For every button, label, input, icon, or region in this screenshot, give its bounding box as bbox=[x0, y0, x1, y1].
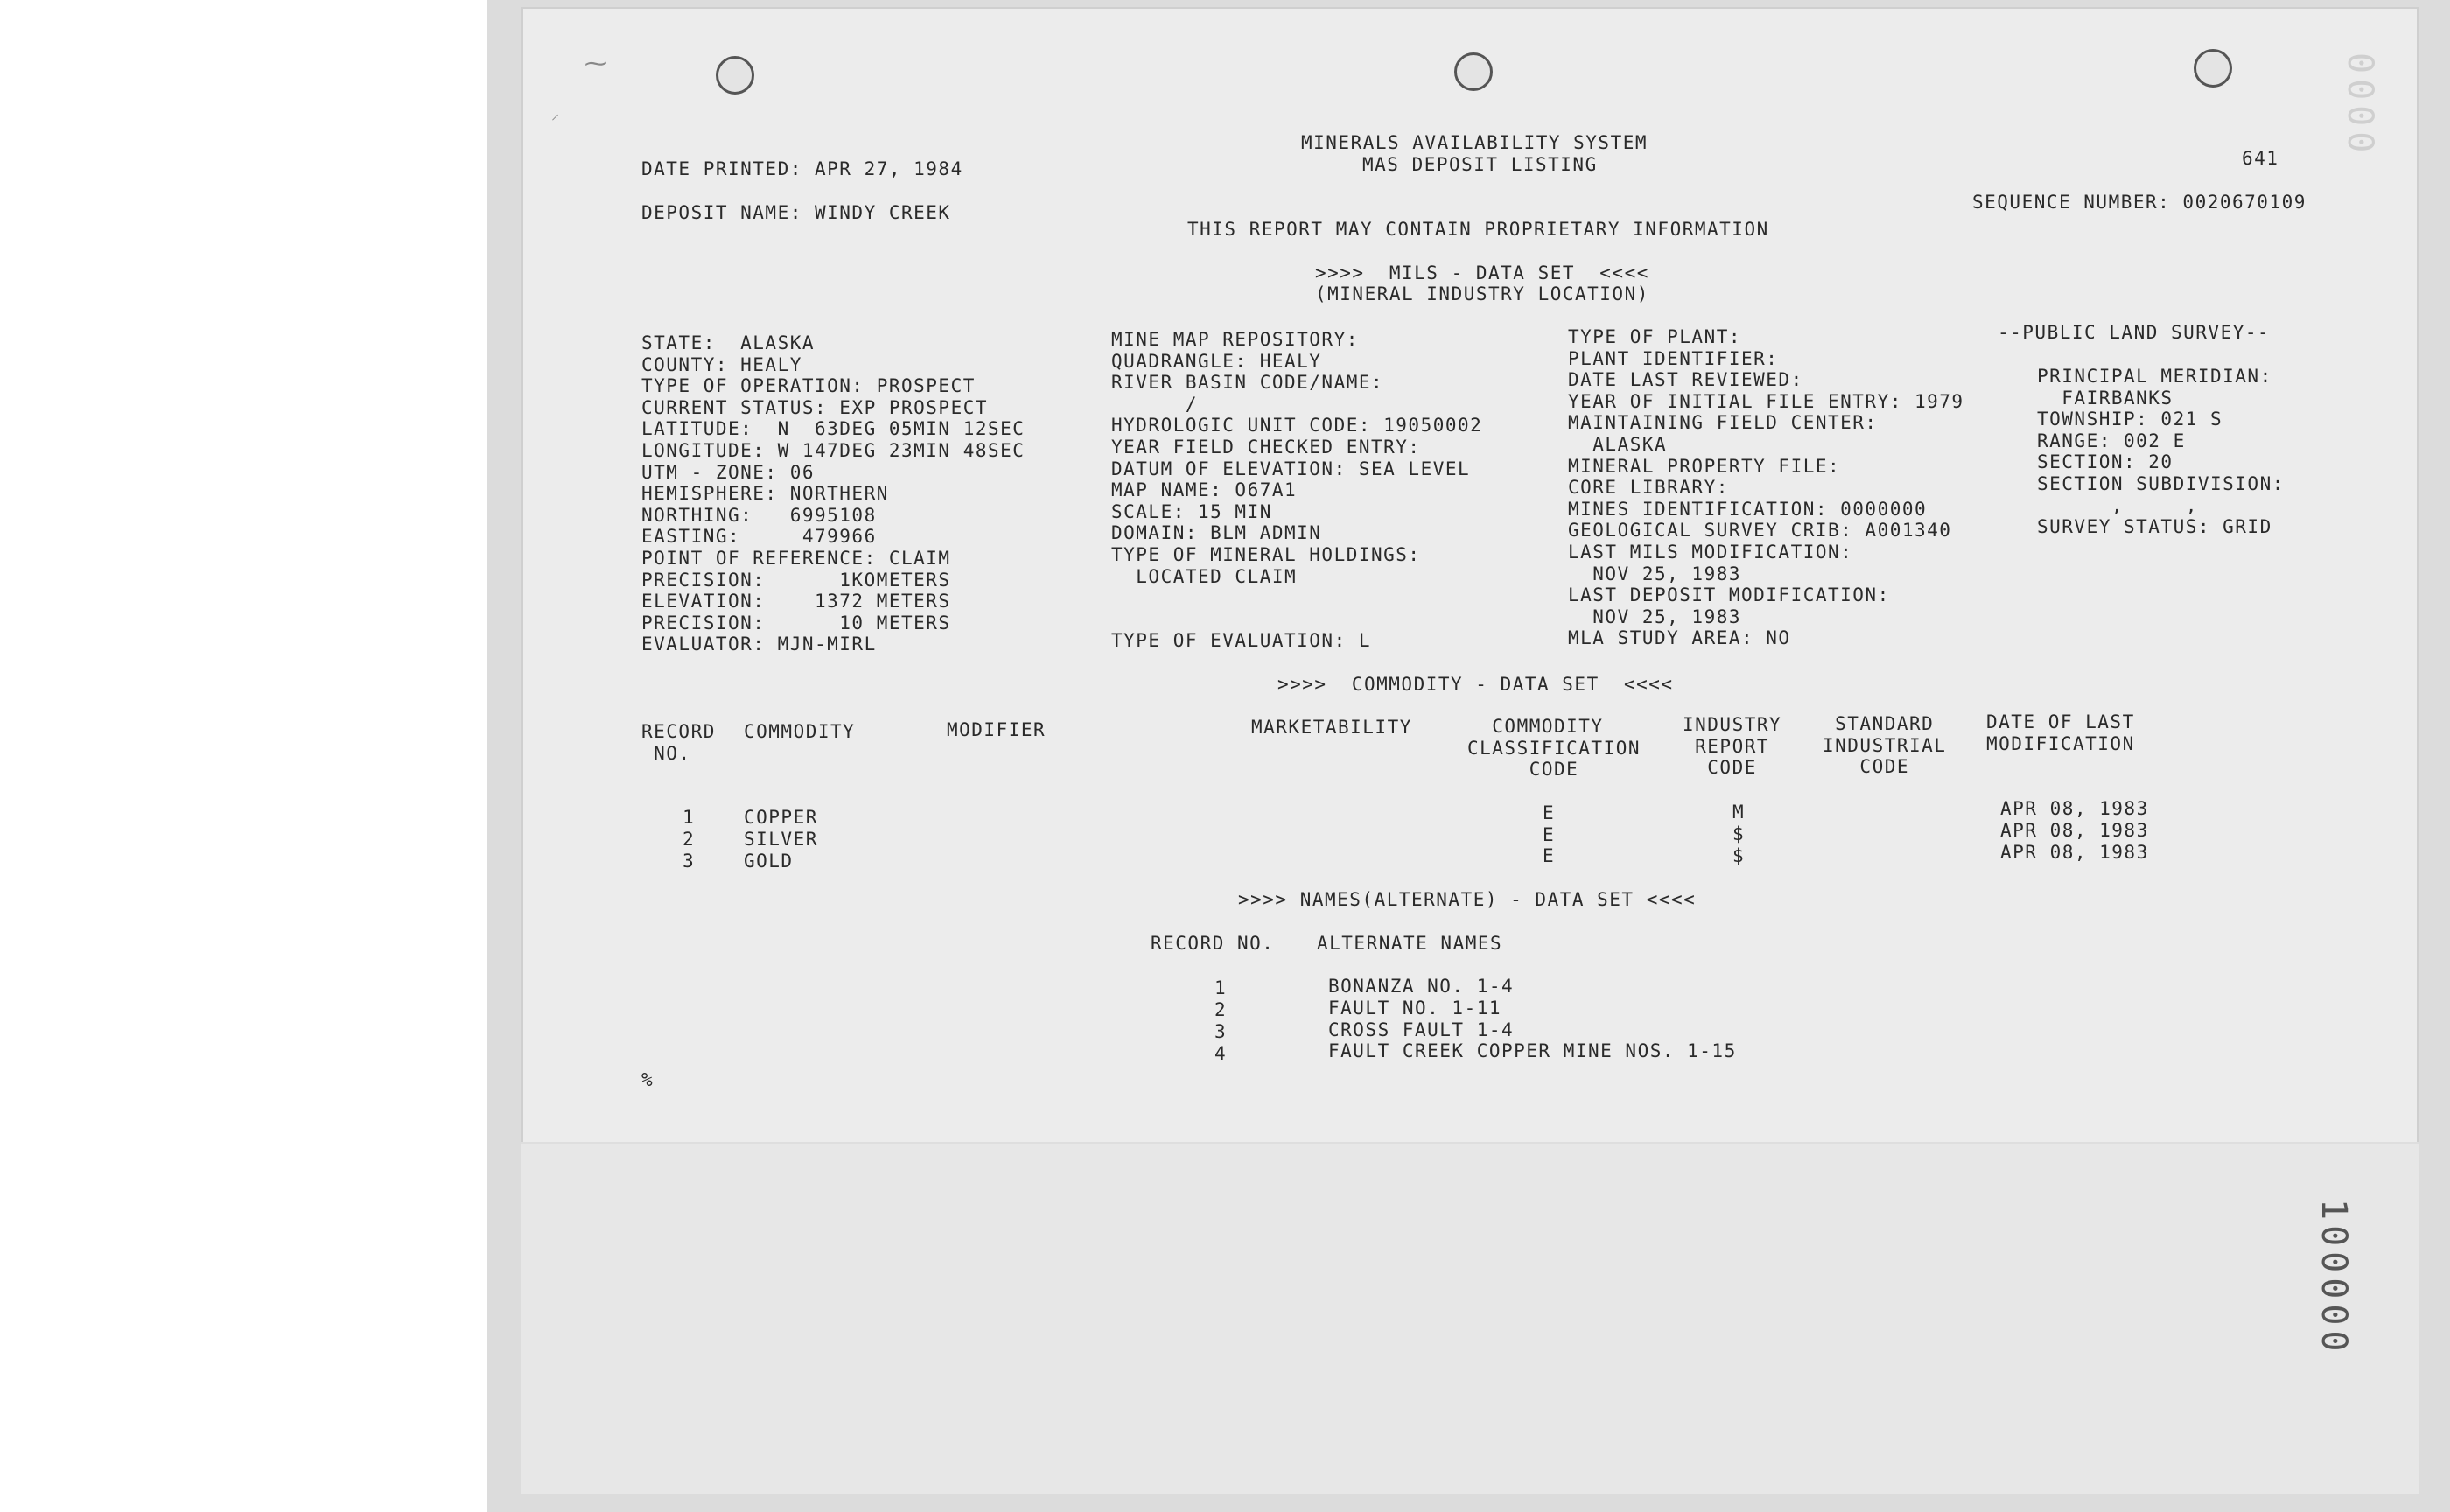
col-header-record-no: RECORD NO. bbox=[641, 721, 716, 764]
alternate-name: FAULT NO. 1-11 bbox=[1328, 998, 1502, 1018]
col-header-alternate-names: ALTERNATE NAMES bbox=[1317, 933, 1503, 954]
mils-field-line: MLA STUDY AREA: NO bbox=[1568, 627, 1791, 649]
mils-field-line: MINERAL PROPERTY FILE: bbox=[1568, 455, 1841, 477]
proprietary-notice: THIS REPORT MAY CONTAIN PROPRIETARY INFORMATION bbox=[1187, 219, 1769, 240]
mils-field-line: NORTHING: 6995108 bbox=[641, 504, 877, 526]
paper-lower-fold bbox=[522, 1142, 2418, 1494]
alternate-name: CROSS FAULT 1-4 bbox=[1328, 1019, 1515, 1040]
page-stamp-number: 100000 bbox=[2314, 1199, 2354, 1357]
end-marker: % bbox=[641, 1069, 654, 1090]
mils-field-line: HEMISPHERE: NORTHERN bbox=[641, 483, 889, 505]
land-survey-field-line: SECTION SUBDIVISION: bbox=[2037, 472, 2285, 494]
land-survey-field-line: SECTION: 20 bbox=[2037, 452, 2174, 473]
mils-field-line: ALASKA bbox=[1568, 433, 1668, 455]
mils-field-line: LOCATED CLAIM bbox=[1111, 565, 1298, 587]
col-header-industry-report-code: INDUSTRY REPORT CODE bbox=[1683, 714, 1782, 779]
sequence-number: SEQUENCE NUMBER: 0020670109 bbox=[1972, 192, 2306, 213]
public-land-survey-title: --PUBLIC LAND SURVEY-- bbox=[1998, 322, 2271, 343]
mils-field-line: TYPE OF PLANT: bbox=[1568, 326, 1742, 347]
smudge-mark-small: ⸝ bbox=[551, 105, 559, 123]
land-survey-field-line: SURVEY STATUS: GRID bbox=[2037, 516, 2272, 538]
mils-field-line: EASTING: 479966 bbox=[641, 526, 877, 548]
mils-field-line: MINES IDENTIFICATION: 0000000 bbox=[1568, 498, 1928, 520]
industry-report-code: $ bbox=[1732, 845, 1746, 866]
record-no: 2 bbox=[682, 829, 696, 850]
mils-field-line: NOV 25, 1983 bbox=[1568, 563, 1742, 584]
mils-field-line: UTM - ZONE: 06 bbox=[641, 461, 816, 483]
mils-field-line: CORE LIBRARY: bbox=[1568, 477, 1729, 499]
mils-field-line: MAP NAME: O67A1 bbox=[1111, 480, 1298, 501]
mils-field-line: NOV 25, 1983 bbox=[1568, 606, 1742, 627]
names-heading: >>>> NAMES(ALTERNATE) - DATA SET <<<< bbox=[1238, 889, 1697, 910]
col-header-classification-code: COMMODITY CLASSIFICATION CODE bbox=[1467, 716, 1642, 780]
punch-hole-right bbox=[2194, 49, 2232, 88]
modification-date: APR 08, 1983 bbox=[2000, 842, 2149, 863]
mils-field-line: PRECISION: 10 METERS bbox=[641, 612, 951, 634]
modification-date: APR 08, 1983 bbox=[2000, 798, 2149, 819]
col-header-modifier: MODIFIER bbox=[947, 719, 1046, 740]
record-no: 4 bbox=[1214, 1043, 1228, 1064]
land-survey-field-line: FAIRBANKS bbox=[2037, 387, 2174, 409]
col-header-commodity: COMMODITY bbox=[744, 721, 856, 742]
mils-field-line: YEAR OF INITIAL FILE ENTRY: 1979 bbox=[1568, 390, 1964, 412]
mils-field-line: PRECISION: 1KOMETERS bbox=[641, 569, 951, 591]
mils-field-line: GEOLOGICAL SURVEY CRIB: A001340 bbox=[1568, 520, 1952, 542]
mils-field-line: POINT OF REFERENCE: CLAIM bbox=[641, 547, 951, 569]
punch-hole-left bbox=[716, 56, 754, 94]
mils-field-line: COUNTY: HEALY bbox=[641, 354, 802, 375]
mils-field-line: LAST DEPOSIT MODIFICATION: bbox=[1568, 584, 1890, 606]
punch-hole-center bbox=[1454, 52, 1493, 91]
land-survey-field-line: PRINCIPAL MERIDIAN: bbox=[2037, 366, 2272, 387]
mils-map-column bbox=[1111, 329, 1482, 652]
mils-field-line bbox=[1111, 609, 1482, 631]
mils-location-column bbox=[641, 332, 1025, 655]
commodity-name: SILVER bbox=[744, 829, 818, 850]
col-header-record-no: RECORD NO. bbox=[1151, 933, 1275, 954]
mils-field-line: LAST MILS MODIFICATION: bbox=[1568, 541, 1853, 563]
commodity-heading: >>>> COMMODITY - DATA SET <<<< bbox=[1278, 674, 1674, 695]
col-header-marketability: MARKETABILITY bbox=[1251, 717, 1412, 738]
land-survey-field-line: RANGE: 002 E bbox=[2037, 430, 2186, 452]
mils-field-line: DATUM OF ELEVATION: SEA LEVEL bbox=[1111, 458, 1471, 480]
mils-field-line: HYDROLOGIC UNIT CODE: 19050002 bbox=[1111, 415, 1483, 437]
record-no: 3 bbox=[682, 850, 696, 872]
mils-field-line: RIVER BASIN CODE/NAME: bbox=[1111, 372, 1384, 394]
smudge-mark: ⁓ bbox=[584, 51, 607, 77]
mils-field-line: YEAR FIELD CHECKED ENTRY: bbox=[1111, 436, 1421, 458]
mils-field-line: DOMAIN: BLM ADMIN bbox=[1111, 522, 1322, 544]
mils-subheading: (MINERAL INDUSTRY LOCATION) bbox=[1315, 284, 1649, 304]
deposit-name: DEPOSIT NAME: WINDY CREEK bbox=[641, 202, 951, 223]
mils-field-line: MAINTAINING FIELD CENTER: bbox=[1568, 412, 1878, 434]
date-printed: DATE PRINTED: APR 27, 1984 bbox=[641, 158, 963, 179]
classification-code: E bbox=[1543, 845, 1556, 866]
record-no: 1 bbox=[682, 807, 696, 828]
mils-field-line: STATE: ALASKA bbox=[641, 332, 816, 354]
alternate-name: BONANZA NO. 1-4 bbox=[1328, 976, 1515, 997]
industry-report-code: M bbox=[1732, 802, 1746, 822]
record-no: 1 bbox=[1214, 977, 1228, 998]
mils-field-line: / bbox=[1111, 393, 1199, 415]
mils-field-line: TYPE OF EVALUATION: L bbox=[1111, 630, 1372, 652]
mils-field-line: QUADRANGLE: HEALY bbox=[1111, 350, 1322, 372]
mils-field-line: TYPE OF OPERATION: PROSPECT bbox=[641, 375, 976, 397]
mils-field-line: MINE MAP REPOSITORY: bbox=[1111, 329, 1359, 350]
mils-records-column bbox=[1568, 326, 1964, 649]
mils-field-line: LONGITUDE: W 147DEG 23MIN 48SEC bbox=[641, 439, 1026, 461]
col-header-date-of-last-modification: DATE OF LAST MODIFICATION bbox=[1986, 711, 2135, 754]
mils-heading: >>>> MILS - DATA SET <<<< bbox=[1315, 262, 1649, 284]
commodity-name: COPPER bbox=[744, 807, 818, 828]
page-number: 641 bbox=[2242, 148, 2279, 169]
mils-field-line: DATE LAST REVIEWED: bbox=[1568, 369, 1803, 391]
alternate-name: FAULT CREEK COPPER MINE NOS. 1-15 bbox=[1328, 1040, 1737, 1061]
mils-field-line: PLANT IDENTIFIER: bbox=[1568, 347, 1779, 369]
public-land-survey-column bbox=[2037, 366, 2285, 538]
mils-field-line: SCALE: 15 MIN bbox=[1111, 500, 1272, 522]
record-no: 2 bbox=[1214, 999, 1228, 1020]
mils-field-line: TYPE OF MINERAL HOLDINGS: bbox=[1111, 543, 1421, 565]
modification-date: APR 08, 1983 bbox=[2000, 820, 2149, 841]
listing-title: MAS DEPOSIT LISTING bbox=[1362, 154, 1598, 175]
classification-code: E bbox=[1543, 802, 1556, 823]
mils-field-line: CURRENT STATUS: EXP PROSPECT bbox=[641, 396, 989, 418]
col-header-standard-industrial-code: STANDARD INDUSTRIAL CODE bbox=[1823, 713, 1947, 778]
mils-field-line bbox=[1111, 587, 1482, 609]
faint-stamp-number: 0000 bbox=[2340, 52, 2380, 158]
mils-field-line: EVALUATOR: MJN-MIRL bbox=[641, 634, 877, 655]
classification-code: E bbox=[1543, 824, 1556, 845]
mils-field-line: LATITUDE: N 63DEG 05MIN 12SEC bbox=[641, 418, 1026, 440]
mils-field-line: ELEVATION: 1372 METERS bbox=[641, 591, 951, 612]
record-no: 3 bbox=[1214, 1021, 1228, 1042]
commodity-name: GOLD bbox=[744, 850, 794, 872]
land-survey-field-line: , , bbox=[2037, 494, 2198, 516]
system-title: MINERALS AVAILABILITY SYSTEM bbox=[1301, 132, 1648, 153]
land-survey-field-line: TOWNSHIP: 021 S bbox=[2037, 409, 2223, 430]
industry-report-code: $ bbox=[1732, 823, 1746, 844]
